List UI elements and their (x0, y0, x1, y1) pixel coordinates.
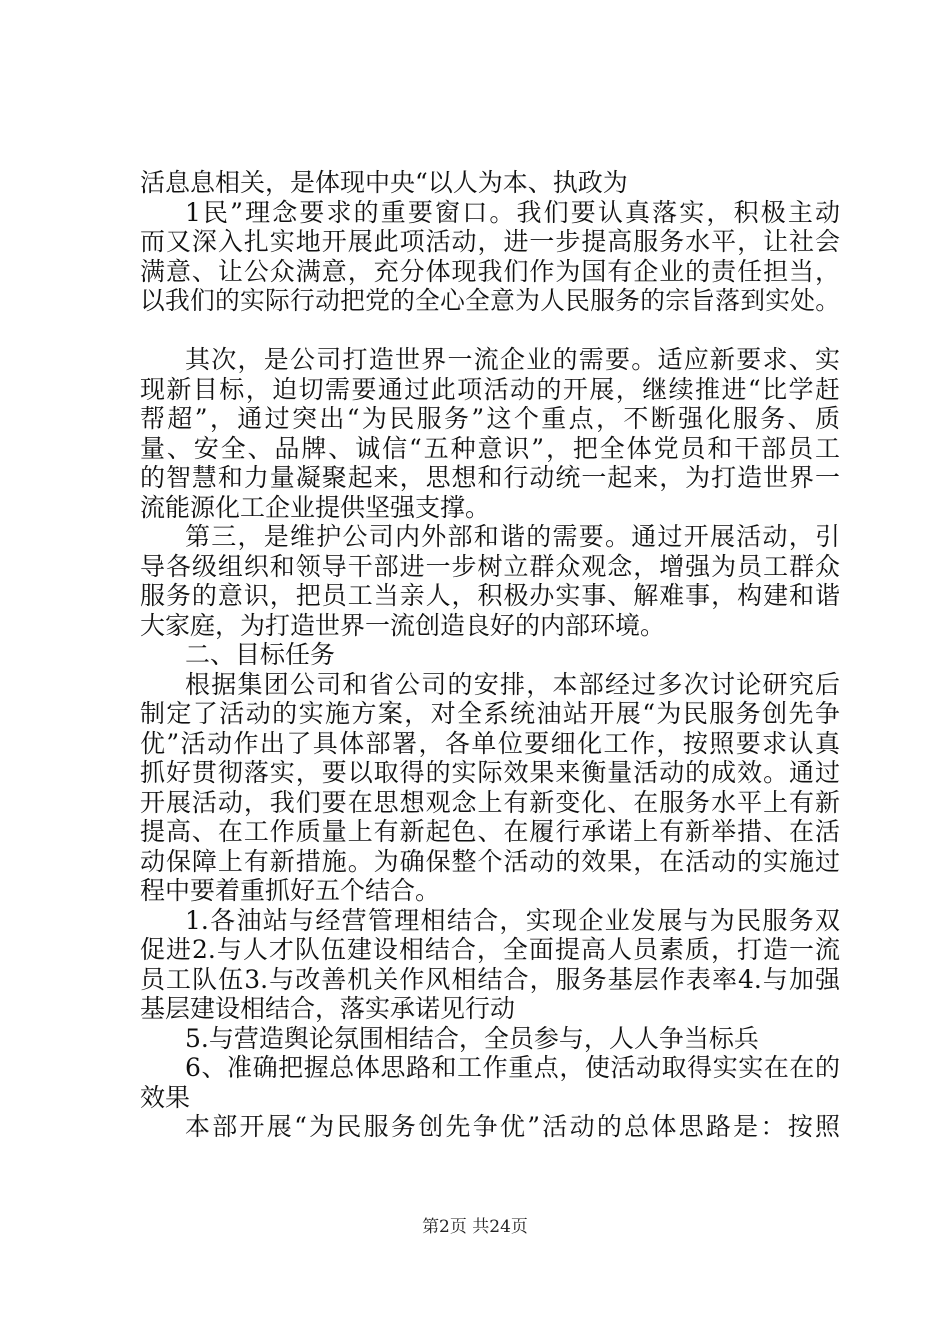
text-line: 的智慧和力量凝聚起来，思想和行动统一起来，为打造世界一 (140, 463, 840, 492)
text-line: 服务的意识，把员工当亲人，积极办实事、解难事，构建和谐 (140, 581, 840, 610)
text-line: 现新目标，迫切需要通过此项活动的开展，继续推进“比学赶 (140, 374, 840, 404)
page-footer: 第2页 共24页 (422, 1217, 528, 1237)
text-line: 6、准确把握总体思路和工作重点，使活动取得实实在在的 (185, 1053, 840, 1082)
section-heading: 二、目标任务 (185, 640, 336, 669)
text-line: 基层建设相结合，落实承诺见行动 (140, 994, 516, 1023)
text-line: 程中要着重抓好五个结合。 (140, 876, 441, 905)
text-line: 1.各油站与经营管理相结合，实现企业发展与为民服务双 (185, 905, 840, 935)
text-line: 以我们的实际行动把党的全心全意为人民服务的宗旨落到实处。 (140, 286, 840, 315)
text-line: 动保障上有新措施。为确保整个活动的效果，在活动的实施过 (140, 846, 840, 876)
text-line: 量、安全、品牌、诚信“五种意识”，把全体党员和干部员工 (140, 433, 840, 463)
text-line: 帮超”，通过突出“为民服务”这个重点，不断强化服务、质 (140, 404, 840, 433)
text-line: 导各级组织和领导干部进一步树立群众观念，增强为员工群众 (140, 551, 840, 581)
text-line: 开展活动，我们要在思想观念上有新变化、在服务水平上有新 (140, 787, 840, 817)
text-line: 1民”理念要求的重要窗口。我们要认真落实，积极主动 (185, 197, 840, 227)
text-line: 根据集团公司和省公司的安排，本部经过多次讨论研究后 (185, 669, 840, 699)
text-line: 抓好贯彻落实，要以取得的实际效果来衡量活动的成效。通过 (140, 758, 840, 787)
text-line: 员工队伍3.与改善机关作风相结合，服务基层作表率4.与加强 (140, 964, 840, 994)
text-line: 流能源化工企业提供坚强支撑。 (140, 492, 491, 522)
text-line: 大家庭，为打造世界一流创造良好的内部环境。 (140, 610, 666, 640)
text-line: 提高、在工作质量上有新起色、在履行承诺上有新举措、在活 (140, 817, 840, 846)
text-line: 优”活动作出了具体部署，各单位要细化工作，按照要求认真 (140, 728, 840, 758)
text-line: 本部开展“为民服务创先争优”活动的总体思路是：按照 (185, 1112, 840, 1141)
text-line: 第三，是维护公司内外部和谐的需要。通过开展活动，引 (185, 522, 840, 551)
paragraph-gap (140, 316, 840, 346)
text-line: 而又深入扎实地开展此项活动，进一步提高服务水平，让社会 (140, 227, 840, 256)
text-line: 5.与营造舆论氛围相结合，全员参与，人人争当标兵 (185, 1023, 759, 1053)
document-body (140, 168, 840, 1142)
text-line: 促进2.与人才队伍建设相结合，全面提高人员素质，打造一流 (140, 935, 840, 964)
text-line: 其次，是公司打造世界一流企业的需要。适应新要求、实 (185, 345, 840, 374)
text-line: 活息息相关，是体现中央“以人为本、执政为 (140, 168, 628, 197)
text-line: 制定了活动的实施方案，对全系统油站开展“为民服务创先争 (140, 699, 840, 728)
text-line: 效果 (140, 1082, 191, 1112)
text-line: 满意、让公众满意，充分体现我们作为国有企业的责任担当， (140, 256, 840, 286)
